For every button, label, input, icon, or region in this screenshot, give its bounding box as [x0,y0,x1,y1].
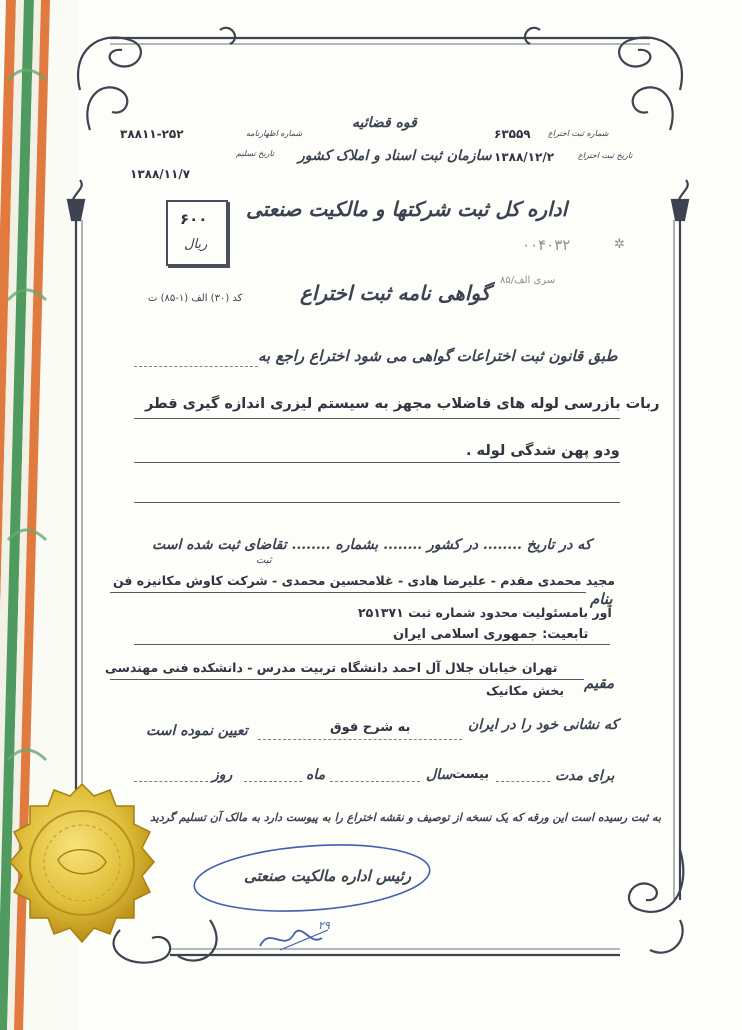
application-date-clause: که در تاریخ ........ در کشور ........ بشماره ........ تقاضای ثبت شده است [152,537,592,553]
applicant-company-registration: آور بامسئولیت محدود شماره ثبت ۲۵۱۳۷۱ [358,605,612,620]
applicant-names: مجید محمدی مقدم - علیرضا هادی - غلامحسین محمدی - شرکت کاوش مکانیزه فن [113,573,615,588]
reg-number-label: شماره ثبت اختراع [548,129,609,138]
fee-amount: ۶۰۰ [180,210,208,228]
reg-number: ۶۳۵۵۹ [494,127,531,141]
invention-underline-1 [134,418,620,419]
fee-stamp-box [166,200,228,266]
address-value: به شرح فوق [330,720,411,735]
judiciary-title: قوه قضائیه [352,115,417,131]
application-date-note: ثبت [256,555,272,566]
residence-address-line2: بخش مکانیک [486,683,565,698]
reg-date: ۱۳۸۸/۱۲/۲ [494,150,555,164]
department-title: اداره کل ثبت شرکتها و مالکیت صنعتی [246,197,568,221]
nationality-underline [134,644,610,645]
address-clause-end: تعیین نموده است [146,723,248,739]
intro-text: طبق قانون ثبت اختراعات گواهی می شود اختراع راجع به [258,347,618,365]
duration-year-word: سال [426,767,453,783]
organization-name: سازمان ثبت اسناد و املاک کشور [298,148,492,164]
duration-years: بیست [452,767,490,782]
reg-date-label: تاریخ ثبت اختراع [578,151,633,160]
closing-statement: به ثبت رسیده است این ورقه که یک نسخه از توصیف و نقشه اختراع را به پیوست دارد به مالک آن تسلیم گردید [150,811,662,824]
nationality: تابعیت: جمهوری اسلامی ایران [393,627,589,642]
names-underline [110,592,586,593]
duration-day-word: روز [212,767,233,783]
residence-label: مقیم [584,674,615,692]
duration-month-word: ماه [306,767,326,783]
serial-number: ۰۰۴۰۳۲ [522,236,571,254]
certificate-code: کد (۳۰) الف (۱-۸۵) ت [148,293,243,304]
residence-underline [110,679,584,680]
duration-blank-2 [330,781,420,782]
application-number: ۳۸۸۱۱-۲۵۲ [120,127,184,141]
name-label: بنام [590,590,613,608]
address-clause-start: که نشانی خود را در ایران [468,717,619,733]
address-blank-line [258,739,462,740]
invention-title-line2: ودو پهن شدگی لوله . [466,443,620,459]
serial-series: سری الف/۸۵ [500,275,556,286]
fee-unit: ریال [184,237,208,252]
signature-scribble [250,916,360,956]
duration-label: برای مدت [555,768,615,784]
star-icon: ✲ [614,237,625,252]
residence-address: تهران خیابان جلال آل احمد دانشگاه تربیت مدرس - دانشکده فنی مهندسی [105,660,558,675]
invention-title-line1: ربات بازرسی لوله های فاضلاب مجهز به سیستم لیزری اندازه گیری قطر [145,396,660,412]
application-number-label: شماره اظهارنامه [246,129,303,138]
duration-blank-3 [244,781,302,782]
duration-blank-1 [496,781,550,782]
signature-title: رئیس اداره مالکیت صنعتی [244,867,412,885]
intro-blank-line [134,366,258,367]
certificate-title: گواهی نامه ثبت اختراع [300,281,491,305]
filing-date: ۱۳۸۸/۱۱/۷ [130,167,191,181]
gold-seal [0,770,180,960]
signature-mark: ۲۹ [318,919,330,932]
invention-underline-3 [134,502,620,503]
filing-date-label: تاریخ تسلیم [236,149,275,158]
invention-underline-2 [134,462,620,463]
